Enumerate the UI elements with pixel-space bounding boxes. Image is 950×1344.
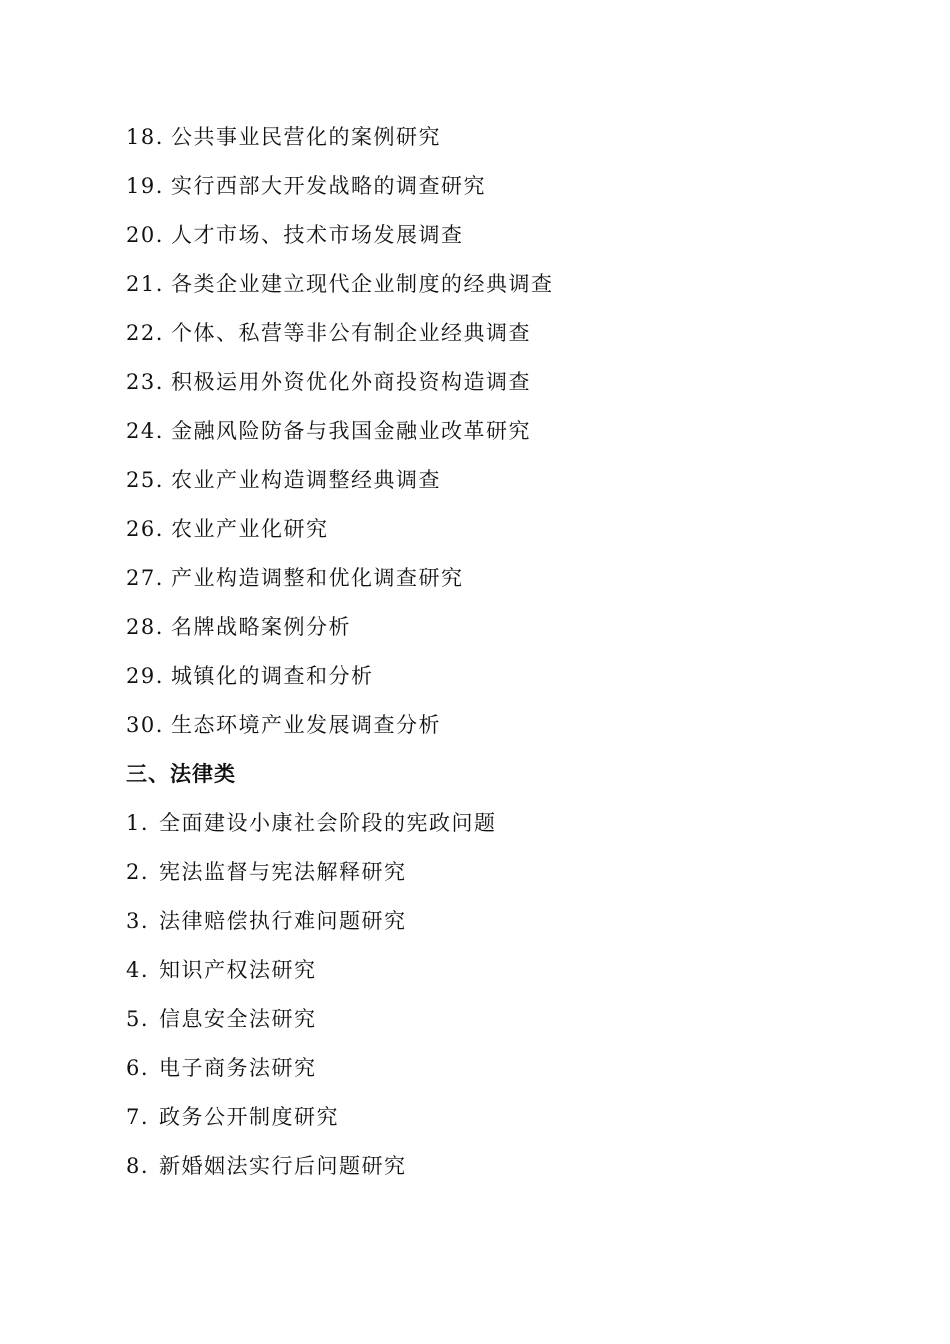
item-text: 各类企业建立现代企业制度的经典调查: [171, 272, 554, 296]
item-number: 3.: [126, 909, 150, 933]
item-number: 1.: [126, 811, 150, 835]
list-item: [126, 906, 407, 936]
list-item: [126, 955, 317, 985]
item-number: 20.: [126, 223, 164, 247]
item-text: 公共事业民营化的案例研究: [171, 125, 441, 149]
list-item: [126, 220, 464, 250]
item-text: 全面建设小康社会阶段的宪政问题: [159, 811, 497, 835]
item-number: 24.: [126, 419, 164, 443]
list-item: [126, 857, 407, 887]
list-item: [126, 1102, 339, 1132]
item-number: 8.: [126, 1154, 150, 1178]
item-text: 金融风险防备与我国金融业改革研究: [171, 419, 531, 443]
item-number: 27.: [126, 566, 164, 590]
list-item: [126, 808, 497, 838]
item-number: 26.: [126, 517, 164, 541]
list-item: [126, 1004, 317, 1034]
item-text: 宪法监督与宪法解释研究: [159, 860, 407, 884]
item-text: 个体、私营等非公有制企业经典调查: [171, 321, 531, 345]
item-text: 生态环境产业发展调查分析: [171, 713, 441, 737]
list-item: [126, 1151, 407, 1181]
list-item: [126, 1053, 317, 1083]
item-text: 农业产业化研究: [171, 517, 329, 541]
item-text: 信息安全法研究: [159, 1007, 317, 1031]
item-number: 5.: [126, 1007, 150, 1031]
item-number: 22.: [126, 321, 164, 345]
list-item: [126, 318, 531, 348]
item-number: 4.: [126, 958, 150, 982]
item-number: 28.: [126, 615, 164, 639]
list-item: [126, 710, 441, 740]
item-number: 21.: [126, 272, 164, 296]
item-text: 产业构造调整和优化调查研究: [171, 566, 464, 590]
list-item: [126, 661, 374, 691]
item-text: 积极运用外资优化外商投资构造调查: [171, 370, 531, 394]
item-number: 19.: [126, 174, 164, 198]
item-text: 农业产业构造调整经典调查: [171, 468, 441, 492]
item-number: 30.: [126, 713, 164, 737]
list-item: [126, 171, 486, 201]
item-text: 法律赔偿执行难问题研究: [159, 909, 407, 933]
list-item: [126, 416, 531, 446]
item-number: 29.: [126, 664, 164, 688]
item-number: 7.: [126, 1105, 150, 1129]
list-item: [126, 563, 464, 593]
list-item: [126, 122, 441, 152]
list-item: [126, 514, 329, 544]
item-number: 6.: [126, 1056, 150, 1080]
list-item: [126, 269, 554, 299]
item-text: 实行西部大开发战略的调查研究: [171, 174, 486, 198]
item-number: 23.: [126, 370, 164, 394]
item-text: 知识产权法研究: [159, 958, 317, 982]
item-text: 电子商务法研究: [159, 1056, 317, 1080]
item-text: 人才市场、技术市场发展调查: [171, 223, 464, 247]
list-item: [126, 367, 531, 397]
item-text: 名牌战略案例分析: [171, 615, 351, 639]
item-number: 25.: [126, 468, 164, 492]
item-number: 2.: [126, 860, 150, 884]
list-item: [126, 465, 441, 495]
item-text: 城镇化的调查和分析: [171, 664, 374, 688]
section-heading: 三、法律类: [126, 762, 236, 786]
item-text: 新婚姻法实行后问题研究: [159, 1154, 407, 1178]
item-number: 18.: [126, 125, 164, 149]
item-text: 政务公开制度研究: [159, 1105, 339, 1129]
list-item: [126, 612, 351, 642]
